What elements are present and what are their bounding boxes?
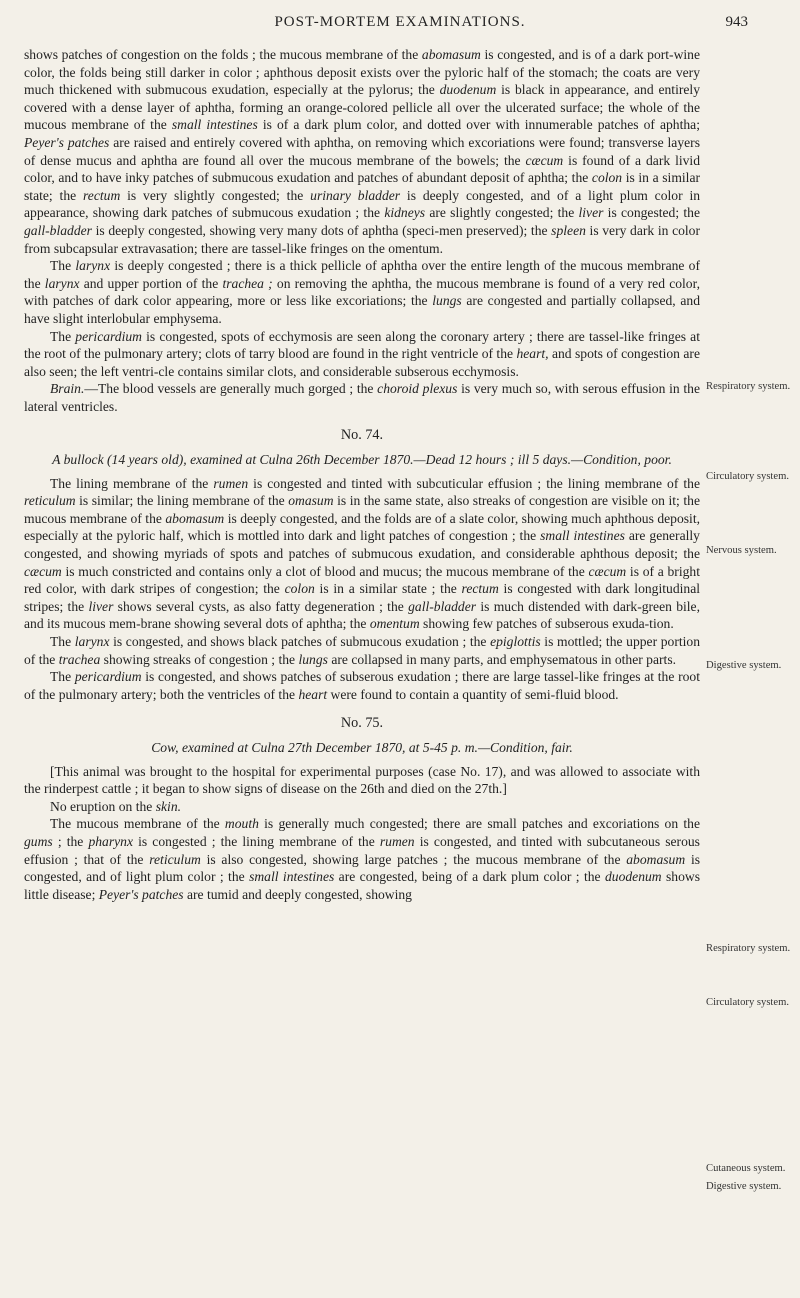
paragraph-larynx: The larynx is deeply congested ; there is a thick pellicle of aphtha over the entire length of the mucous membrane of the larynx and upper portion of the trachea ; on removing the aphtha, the mucous membrane is found of a very red color, with patches of dark color appearing, more or less like excoriations; the lungs are congested and partially collapsed, and have slight interlobular emphysema. (24, 258, 700, 326)
case-74-circulatory-paragraph: The pericardium is congested, and shows patches of subserous exudation ; there are large tassel-like fringes at the root of the pulmonary artery; both the ventricles of the heart were found to contain a quantity of semi-fluid blood. (24, 669, 700, 702)
margin-note-nervous: Nervous system. (706, 545, 777, 556)
paragraph-pericardium: The pericardium is congested, spots of ecchymosis are seen along the coronary artery ; there are tassel-like fringes at the root of the pulmonary artery; clots of tarry blood are found in the right ventricle of the heart, and spots of congestion are also seen; the left ventri-cle contains similar clots, and considerable subserous ecchymosis. (24, 328, 700, 379)
case-74-respiratory-paragraph: The larynx is congested, and shows black patches of submucous exudation ; the epiglottis is mottled; the upper portion of the trachea showing streaks of congestion ; the lungs are collapsed in many parts, and emphysematous in other parts. (24, 634, 700, 667)
margin-note-circulatory: Circulatory system. (706, 471, 789, 482)
case-75-note-paragraph: [This animal was brought to the hospital for experimental purposes (case No. 17), and was allowed to associate with the rinderpest cattle ; it began to show signs of disease on the 26th and died on the 27th.] (24, 763, 700, 797)
margin-note-respiratory-74: Respiratory system. (706, 943, 791, 954)
margin-note-circulatory-74: Circulatory system. (706, 997, 789, 1008)
margin-note-respiratory: Respiratory system. (706, 381, 791, 392)
page-number: 943 (725, 14, 748, 30)
case-74-heading: No. 74. (340, 427, 384, 444)
body-text (24, 46, 700, 903)
case-75-digestive-paragraph: The mucous membrane of the mouth is generally much congested; there are small patches and excoriations on the gums ; the pharynx is congested ; the lining membrane of the rumen is congested, and tinted with subcutaneous serous effusion ; that of the reticulum is also congested, showing large patches ; the mucous membrane of the abomasum is congested, and of light plum color ; the small intestines are congested, being of a dark plum color ; the duodenum shows little disease; Peyer's patches are tumid and deeply congested, showing (24, 816, 701, 902)
case-74-digestive-paragraph: The lining membrane of the rumen is congested and tinted with subcuticular effusion ; the lining membrane of the reticulum is similar; the lining membrane of the omasum is in the same state, also streaks of congestion are visible on it; the mucous membrane of the abomasum is deeply congested, and the folds are of a slate color, showing much aphthous deposit, especially at the pyloric half, which is mottled into dark and light patches of congestion ; the small intestines are generally congested, and showing myriads of spots and patches of submucous exudation, and considerable aphthous deposit; the cæcum is much constricted and contains only a clot of blood and mucus; the mucous membrane of the cæcum is of a bright red color, with dark stripes of congestion; the colon is in a similar state ; the rectum is congested with dark longitudinal stripes; the liver shows several cysts, as also fatty degeneration ; the gall-bladder is much distended with dark-green bile, and its mucous mem-brane showing several dots of aphtha; the omentum showing few patches of subserous exuda-tion. (24, 475, 701, 632)
case-75-heading: No. 75. (340, 715, 384, 732)
page-header (0, 14, 800, 38)
running-head: POST-MORTEM EXAMINATIONS. (274, 14, 526, 30)
margin-note-digestive-75: Digestive system. (706, 1181, 782, 1192)
case-75-skin-paragraph: No eruption on the skin. (50, 798, 182, 814)
case-74-caption: A bullock (14 years old), examined at Culna 26th December 1870.—Dead 12 hours ; ill 5 days.—Condition, poor. (52, 452, 672, 468)
margin-note-digestive-74: Digestive system. (706, 660, 782, 671)
margin-note-cutaneous: Cutaneous system. (706, 1163, 786, 1174)
paragraph-abomasum-findings: shows patches of congestion on the folds ; the mucous membrane of the abomasum is congested, and is of a dark port-wine color, the folds being still darker in color ; aphthous deposit exists over the pyloric half of the stomach; the coats are very much thickened with submucous exudation, especially at the pylorus; the duodenum is black in appearance, and entirely covered with a dense layer of aphtha, forming an orange-colored pellicle all over the ulcerated surface; the whole of the mucous membrane of the small intestines is of a dark plum color, and dotted over with innumerable patches of aphtha; Peyer's patches are raised and entirely covered with aphtha, on removing which excoriations were found; transverse layers of dense mucus and aphtha are found all over the mucous membrane of the bowels; the cæcum is found of a dark livid color, and to have inky patches of submucous exudation and patches of abundant deposit of aphtha; the colon is in a similar state; the rectum is very slightly congested; the urinary bladder is deeply congested, and of a light plum color in appearance, showing dark patches of submucous exudation ; the kidneys are slightly congested; the liver is congested; the gall-bladder is deeply congested, showing very many dots of aphtha (speci-men preserved); the spleen is very dark in color from subcapsular extravasation; there are tassel-like fringes on the omentum. (24, 47, 701, 256)
paragraph-brain: Brain.—The blood vessels are generally much gorged ; the choroid plexus is very much so, with serous effusion in the lateral ventricles. (24, 381, 700, 414)
case-75-caption: Cow, examined at Culna 27th December 1870, at 5-45 p. m.—Condition, fair. (151, 739, 573, 755)
